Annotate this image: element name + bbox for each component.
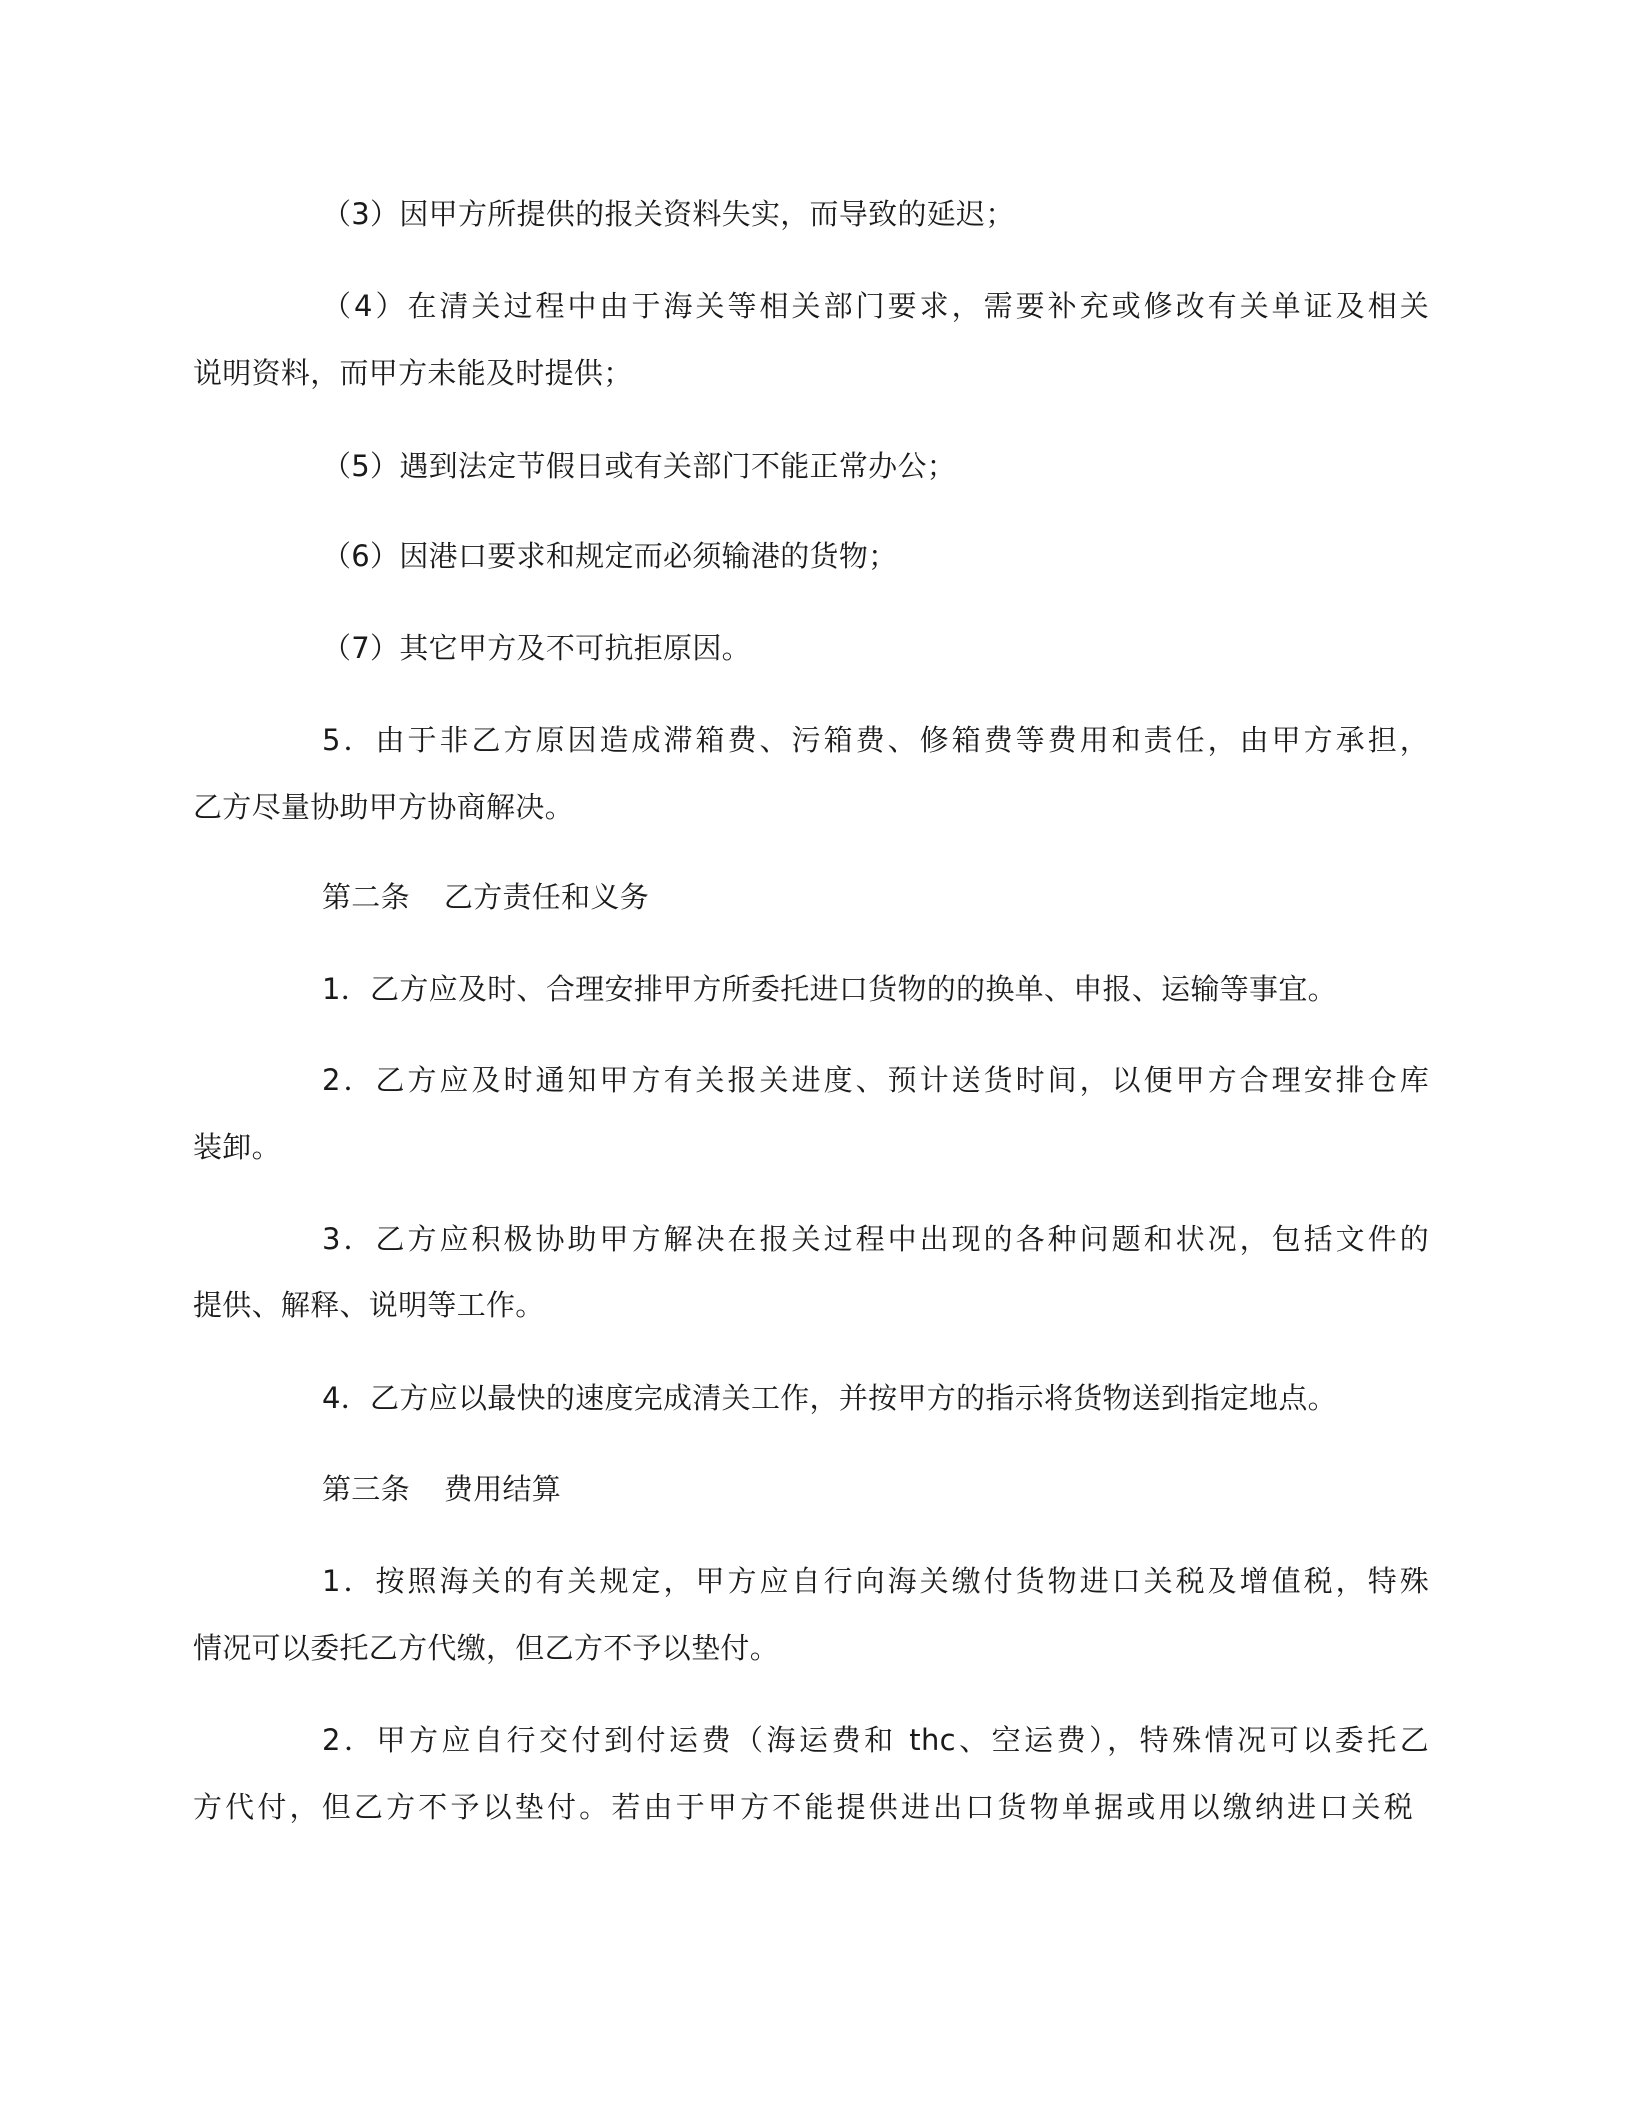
article-2-clause-3-text-1: 3．乙方应积极协助甲方解决在报关过程中出现的各种问题和状况，包括文件的 bbox=[322, 1222, 1429, 1256]
article-3-clause-2-text-2: 方代付，但乙方不予以垫付。若由于甲方不能提供进出口货物单据或用以缴纳进口关税 bbox=[193, 1790, 1413, 1824]
item-3: （3）因甲方所提供的报关资料失实，而导致的延迟； bbox=[322, 197, 1015, 231]
item-7: （7）其它甲方及不可抗拒原因。 bbox=[322, 631, 751, 665]
item-5: （5）遇到法定节假日或有关部门不能正常办公； bbox=[322, 449, 957, 483]
article-2-clause-1: 1．乙方应及时、合理安排甲方所委托进口货物的的换单、申报、运输等事宜。 bbox=[322, 972, 1337, 1006]
article-3-clause-2-line-2 bbox=[193, 1787, 1429, 1827]
item-4-line-2: 说明资料，而甲方未能及时提供； bbox=[193, 356, 633, 390]
article-2-clause-3-line-1 bbox=[322, 1219, 1429, 1259]
article-2-clause-2-text-1: 2．乙方应及时通知甲方有关报关进度、预计送货时间，以便甲方合理安排仓库 bbox=[322, 1063, 1429, 1097]
article-3-clause-1-text-1: 1．按照海关的有关规定，甲方应自行向海关缴付货物进口关税及增值税，特殊 bbox=[322, 1564, 1429, 1598]
article-3-heading bbox=[322, 1469, 561, 1509]
article-3-number: 第三条 bbox=[322, 1472, 410, 1506]
article-2-title: 乙方责任和义务 bbox=[443, 880, 650, 914]
article-3-clause-2-text-1: 2．甲方应自行交付到付运费（海运费和 thc、空运费），特殊情况可以委托乙 bbox=[322, 1723, 1429, 1757]
article-2-number: 第二条 bbox=[322, 880, 410, 914]
article-2-clause-4: 4．乙方应以最快的速度完成清关工作，并按甲方的指示将货物送到指定地点。 bbox=[322, 1381, 1337, 1415]
article-3-clause-1-line-2: 情况可以委托乙方代缴，但乙方不予以垫付。 bbox=[193, 1631, 780, 1665]
article-2-clause-2-line-1 bbox=[322, 1060, 1429, 1100]
item-4-text-1: （4）在清关过程中由于海关等相关部门要求，需要补充或修改有关单证及相关 bbox=[322, 289, 1429, 323]
article-3-clause-1-line-1 bbox=[322, 1561, 1429, 1601]
article-2-clause-2-line-2: 装卸。 bbox=[193, 1130, 281, 1164]
article-3-clause-2-line-1 bbox=[322, 1720, 1429, 1760]
item-5-clause-text-1: 5．由于非乙方原因造成滞箱费、污箱费、修箱费等费用和责任，由甲方承担， bbox=[322, 723, 1429, 757]
article-3-title: 费用结算 bbox=[443, 1472, 562, 1506]
item-5-clause-line-1 bbox=[322, 720, 1429, 760]
item-5-clause-line-2: 乙方尽量协助甲方协商解决。 bbox=[193, 790, 574, 824]
article-2-clause-3-line-2: 提供、解释、说明等工作。 bbox=[193, 1288, 545, 1322]
article-2-heading bbox=[322, 877, 649, 917]
item-4-line-1 bbox=[322, 286, 1429, 326]
item-6: （6）因港口要求和规定而必须输港的货物； bbox=[322, 539, 898, 573]
